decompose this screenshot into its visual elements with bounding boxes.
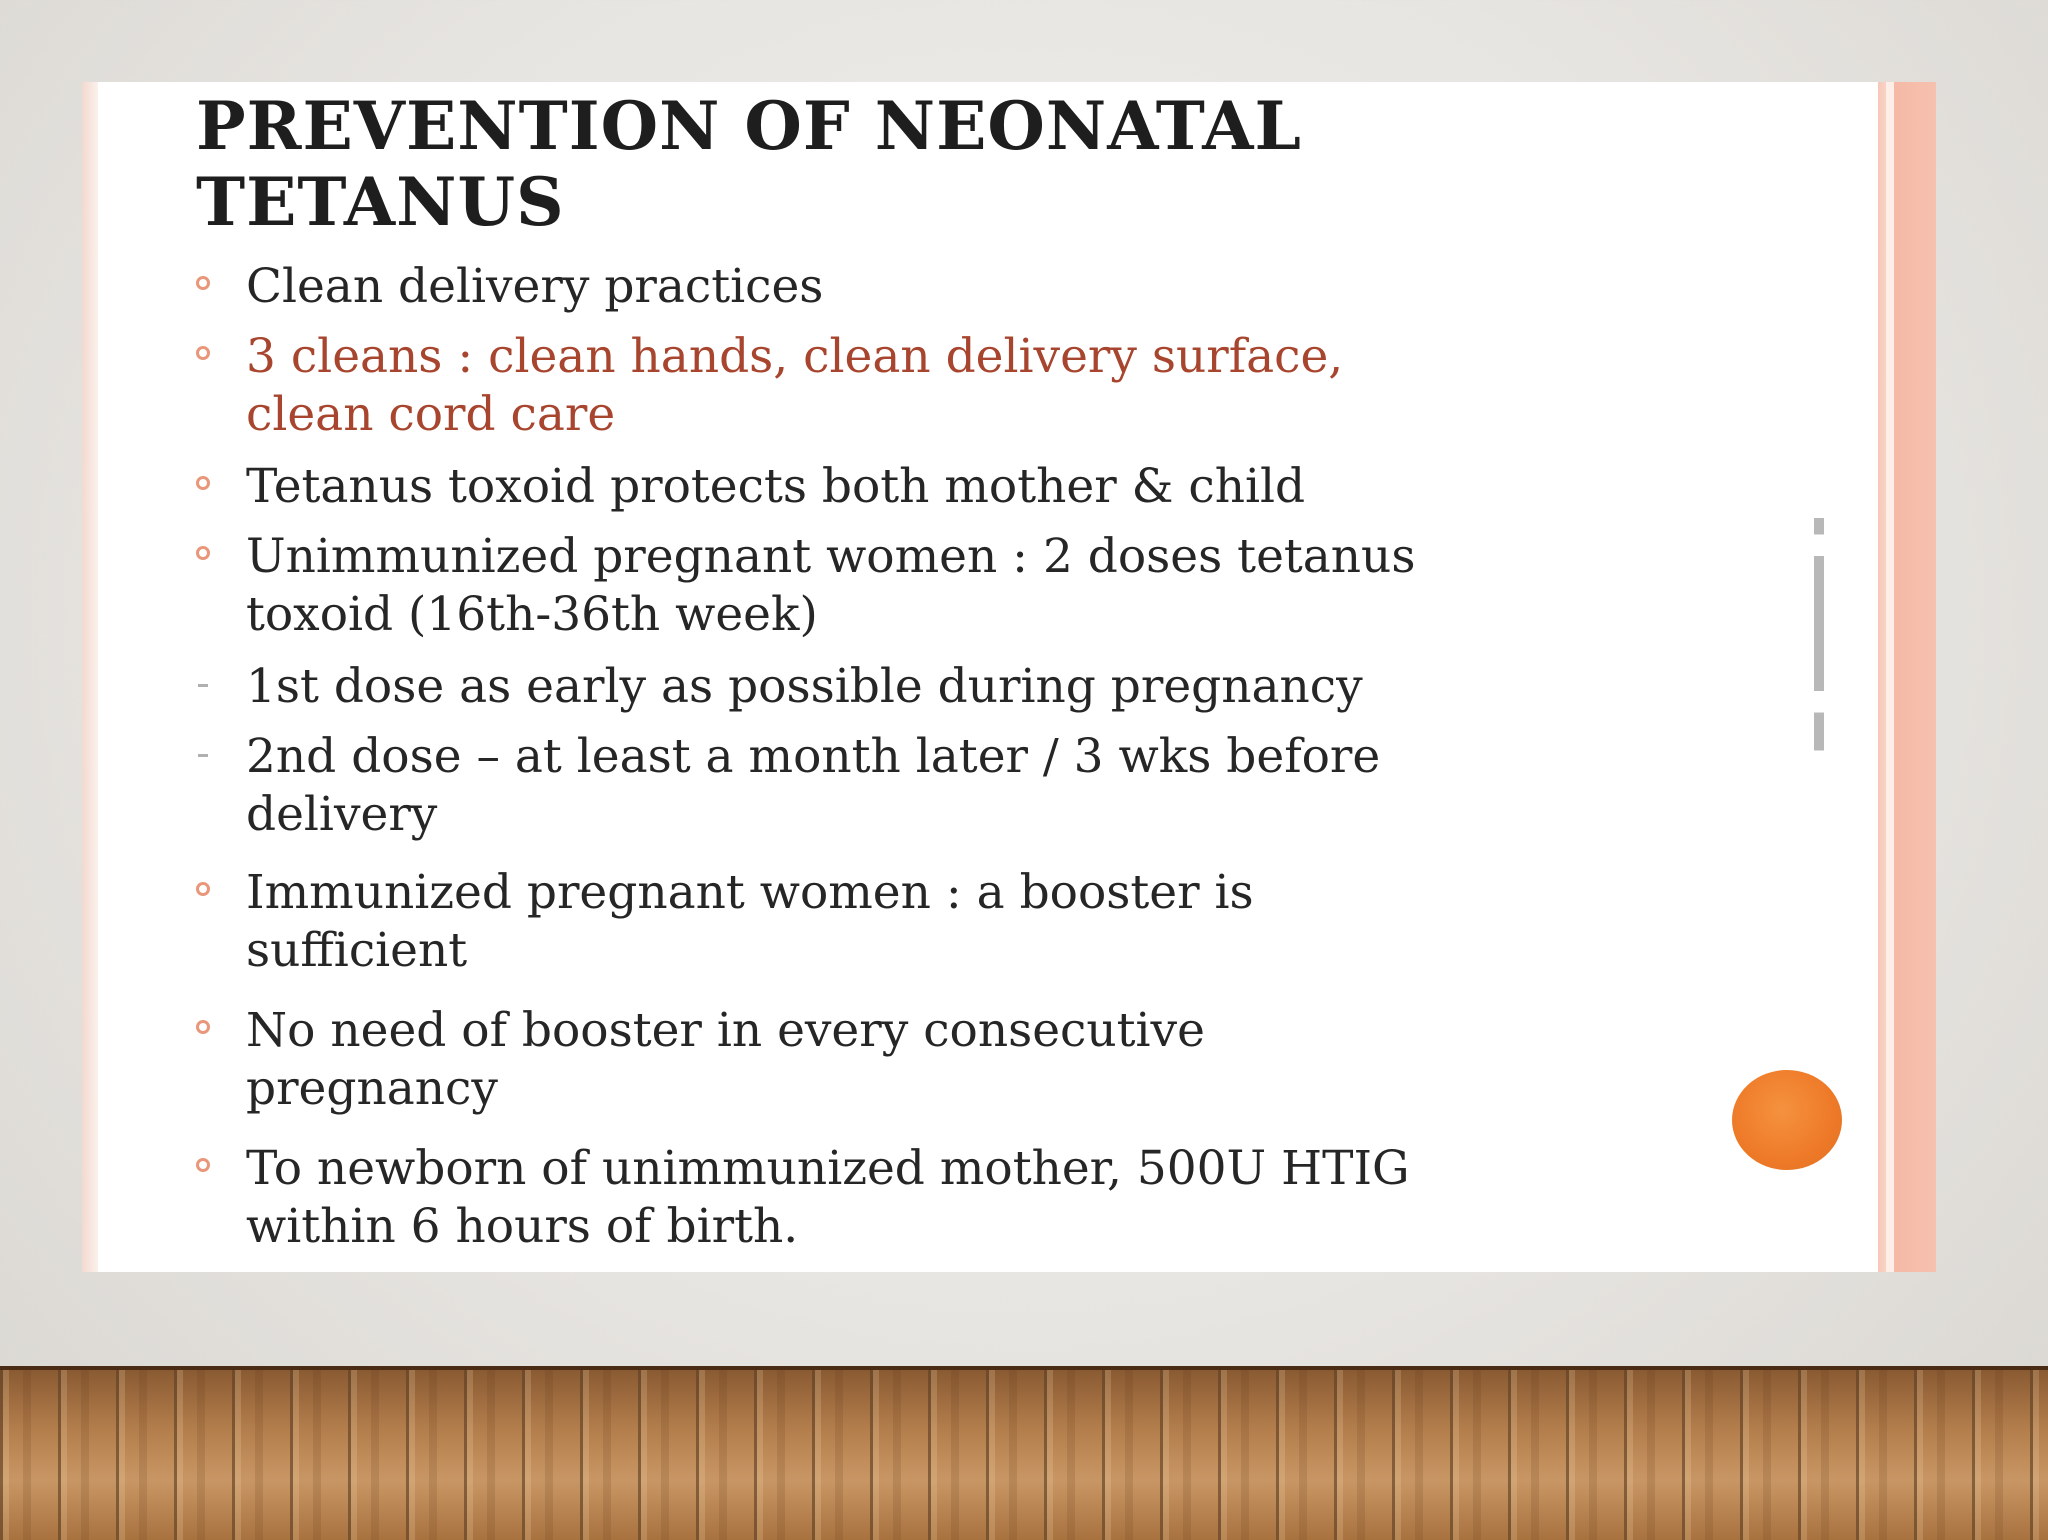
dash-marker-icon	[198, 684, 208, 687]
sub-bullet-item	[196, 728, 1756, 844]
bullet-marker-icon	[196, 1158, 210, 1172]
bullet-text: Immunized pregnant women : a booster is	[246, 865, 1254, 920]
vertical-watermark-mark	[1814, 502, 1824, 772]
bullet-item	[196, 864, 1756, 980]
slide-title-line: TETANUS	[196, 163, 565, 241]
bullet-text-continued: toxoid (16th-36th week)	[246, 587, 818, 642]
bullet-text-continued: within 6 hours of birth.	[246, 1199, 799, 1254]
slide-title-line: PREVENTION OF NEONATAL	[196, 87, 1302, 165]
bullet-item	[196, 1002, 1756, 1118]
slide-right-border	[1856, 82, 1936, 1272]
bullet-item	[196, 1140, 1756, 1256]
bullet-text: Tetanus toxoid protects both mother & child	[246, 459, 1306, 514]
orange-circle-decoration	[1732, 1070, 1842, 1170]
bullet-marker-icon	[196, 882, 210, 896]
bullet-text: 2nd dose – at least a month later / 3 wks before	[246, 729, 1381, 784]
bullet-marker-icon	[196, 346, 210, 360]
slide-title	[196, 88, 1696, 240]
bullet-text-continued: pregnancy	[246, 1061, 498, 1116]
bullet-marker-icon	[196, 476, 210, 490]
slide-left-edge	[82, 82, 98, 1272]
bullet-text: 1st dose as early as possible during pregnancy	[246, 659, 1363, 714]
dash-marker-icon	[198, 754, 208, 757]
bullet-marker-icon	[196, 546, 210, 560]
bullet-text: 3 cleans : clean hands, clean delivery surface,	[246, 329, 1344, 384]
bullet-text: Clean delivery practices	[246, 259, 824, 314]
bullet-text: No need of booster in every consecutive	[246, 1003, 1205, 1058]
bullet-item	[196, 528, 1756, 644]
bullet-item	[196, 328, 1756, 444]
wooden-floor-background	[0, 1366, 2048, 1540]
sub-bullet-item	[196, 658, 1756, 716]
bullet-marker-icon	[196, 1020, 210, 1034]
bullet-text-continued: delivery	[246, 787, 438, 842]
bullet-text: To newborn of unimmunized mother, 500U HTIG	[246, 1141, 1410, 1196]
bullet-text-continued: clean cord care	[246, 387, 616, 442]
bullet-item	[196, 258, 1756, 316]
bullet-item	[196, 458, 1756, 516]
bullet-text-continued: sufficient	[246, 923, 468, 978]
bullet-text: Unimmunized pregnant women : 2 doses tetanus	[246, 529, 1416, 584]
slide-image	[82, 82, 1936, 1272]
bullet-marker-icon	[196, 276, 210, 290]
